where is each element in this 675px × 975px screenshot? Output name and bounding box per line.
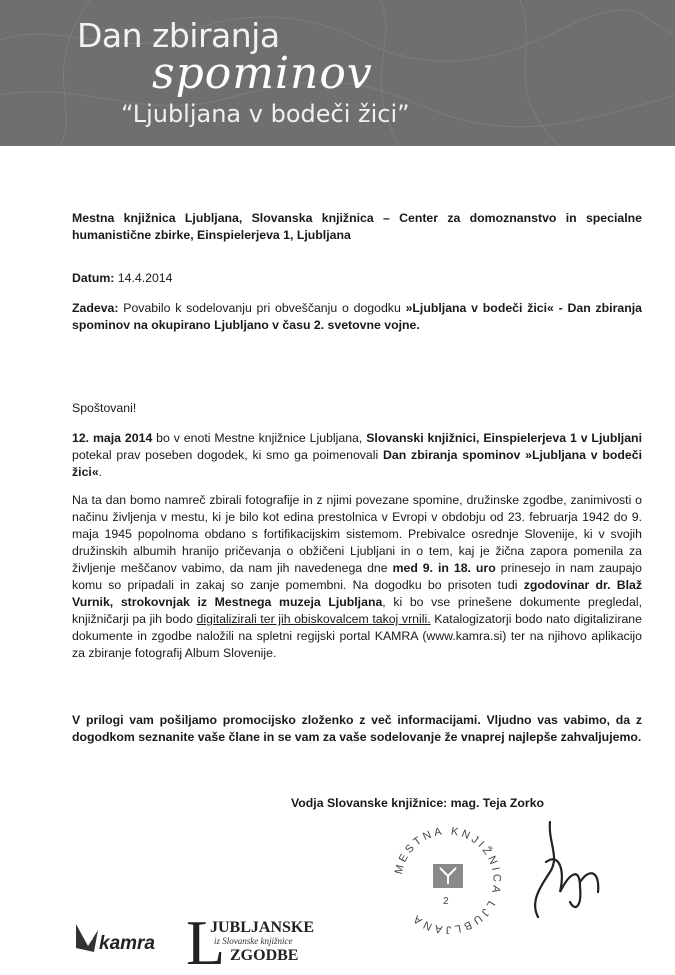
para2-text-1: Na ta dan bomo namreč zbirali fotografije in z njimi povezane spomine, družinske zgodbe, zanimivosti o načinu življenja v mestu, ki je bilo kot edina prestolnica v Evropi v obdobju od 23. februarja 1942 do 9. maja 1945 popolnoma obdano s fortifikacijskim sistemom. Prebivalce osrednje Slovenije, ki v svojih družinskih albumih hranijo pričevanja o obžičeni Ljubljani in o tem, kaj je žična zapora pomenila za življenje meščanov vabimo, da nam jih navedenega dne — [72, 493, 642, 575]
event-location: Slovanski knjižnici, Einspielerjeva 1 v Ljubljani — [366, 431, 642, 445]
ljz-small: iz Slovanske knjižnice — [214, 936, 293, 946]
para2-text-3: , ki bo vse prinešene dokumente pregledal, knjižničarji pa jih bodo — [72, 595, 642, 626]
signatory-line: Vodja Slovanske knjižnice: mag. Teja Zorko — [291, 796, 545, 810]
stamp-ring-text: MESTNA KNJIŽNICA LJUBLJANA — [392, 825, 503, 936]
event-date: 12. maja 2014 — [72, 431, 153, 445]
handwritten-signature — [520, 812, 620, 932]
date-label: Datum: — [72, 271, 115, 285]
greeting: Spoštovani! — [72, 401, 137, 415]
kamra-logo-text: kamra — [99, 933, 155, 954]
ljz-initial: L — [186, 908, 226, 968]
paragraph-event-details — [72, 492, 642, 662]
closing-paragraph: V prilogi vam pošiljamo promocijsko zloženko z več informacijami. Vljudno vas vabimo, da z dogodkom seznanite vaše člane in se vam za vaše sodelovanje že vnaprej najlepše zahvaljujemo. — [72, 713, 642, 744]
ljz-line1: JUBLJANSKE — [210, 919, 315, 936]
banner-title-line1: Dan zbiranja — [77, 16, 280, 55]
para2-text-2: prinesejo in nam zaupajo komu so pripadali in zakaj so zanje pomembni. Na dogodku bo prisoten tudi — [72, 561, 642, 592]
header-banner — [0, 0, 675, 146]
event-hours: med 9. in 18. uro — [392, 561, 496, 575]
banner-subtitle: “Ljubljana v bodeči žici” — [121, 100, 410, 128]
subject-label: Zadeva: — [72, 301, 119, 315]
sender-address: Mestna knjižnica Ljubljana, Slovanska knjižnica – Center za domoznanstvo in specialne humanistične zbirke, Einspielerjeva 1, Ljubljana — [72, 211, 642, 242]
para1-text-2: potekal prav poseben dogodek, ki smo ga poimenovali — [72, 448, 384, 462]
date-value: 14.4.2014 — [117, 271, 173, 285]
kamra-logo — [72, 918, 172, 958]
ljz-line2: ZGODBE — [230, 947, 299, 964]
event-name: Dan zbiranja spominov »Ljubljana v bodeči žici« — [72, 448, 642, 479]
stamp-number: 2 — [443, 896, 449, 907]
subject-event-title: »Ljubljana v bodeči žici« - Dan zbiranja spominov na okupirano Ljubljano v času 2. svetovne vojne. — [72, 301, 642, 332]
date-line — [72, 270, 642, 287]
paragraph-event-intro — [72, 430, 642, 481]
para1-text-1: bo v enoti Mestne knjižnice Ljubljana, — [152, 431, 367, 445]
ljubljanske-zgodbe-logo — [184, 908, 324, 968]
subject-line — [72, 300, 642, 334]
digitization-note: digitalizirali ter jih obiskovalcem takoj vrnili. — [196, 612, 431, 626]
banner-title-line2: spominov — [152, 48, 373, 99]
historian-name: zgodovinar dr. Blaž Vurnik, strokovnjak iz Mestnega muzeja Ljubljana — [72, 578, 642, 609]
library-stamp — [385, 818, 510, 943]
para2-text-4: Katalogizatorji bodo nato digitalizirane dokumente in zgodbe naložili na spletni regijski portal KAMRA (www.kamra.si) ter na njihovo aplikacijo za zbiranje fotografij Album Slovenije. — [72, 612, 642, 660]
subject-text: Povabilo k sodelovanju pri obveščanju o dogodku — [123, 301, 406, 315]
para1-text-3: . — [98, 465, 103, 479]
